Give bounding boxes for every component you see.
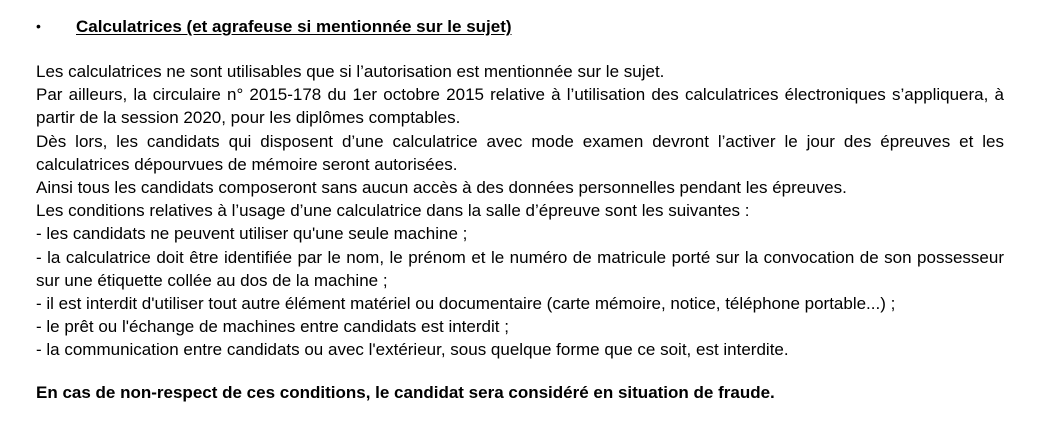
paragraph-block (36, 60, 1004, 361)
list-item: - le prêt ou l'échange de machines entre candidats est interdit ; (36, 317, 509, 337)
list-item: - les candidats ne peuvent utiliser qu'une seule machine ; (36, 224, 468, 244)
text-line: Ainsi tous les candidats composeront sans aucun accès à des données personnelles pendant les épreuves. (36, 177, 847, 197)
fraud-warning: En cas de non-respect de ces conditions, le candidat sera considéré en situation de fraude. (36, 383, 775, 403)
list-item-justified: - la calculatrice doit être identifiée par le nom, le prénom et le numéro de matricule porté sur la convocation de son possesseur (36, 247, 1004, 267)
document-body (36, 12, 1004, 405)
list-item-continuation: sur une étiquette collée au dos de la machine ; (36, 270, 388, 290)
section-title: Calculatrices (et agrafeuse si mentionnée sur le sujet) (76, 17, 512, 36)
text-line: partir de la session 2020, pour les diplômes comptables. (36, 108, 461, 128)
text-line: Les calculatrices ne sont utilisables que si l’autorisation est mentionnée sur le sujet. (36, 62, 665, 81)
text-line: Les conditions relatives à l’usage d’une calculatrice dans la salle d’épreuve sont les suivantes : (36, 201, 750, 221)
text-line-justified: Par ailleurs, la circulaire n° 2015-178 du 1er octobre 2015 relative à l’utilisation des calculatrices électroniques s’appliquera, à (36, 85, 1004, 105)
list-item: - il est interdit d'utiliser tout autre élément matériel ou documentaire (carte mémoire, notice, téléphone portable...) ; (36, 293, 896, 313)
text-line: calculatrices dépourvues de mémoire seront autorisées. (36, 154, 458, 174)
section-heading (36, 12, 1004, 42)
bullet-icon: • (36, 18, 41, 34)
list-item: - la communication entre candidats ou avec l'extérieur, sous quelque forme que ce soit, est interdite. (36, 340, 789, 360)
text-line-justified: Dès lors, les candidats qui disposent d’une calculatrice avec mode examen devront l’activer le jour des épreuves et les (36, 131, 1004, 151)
